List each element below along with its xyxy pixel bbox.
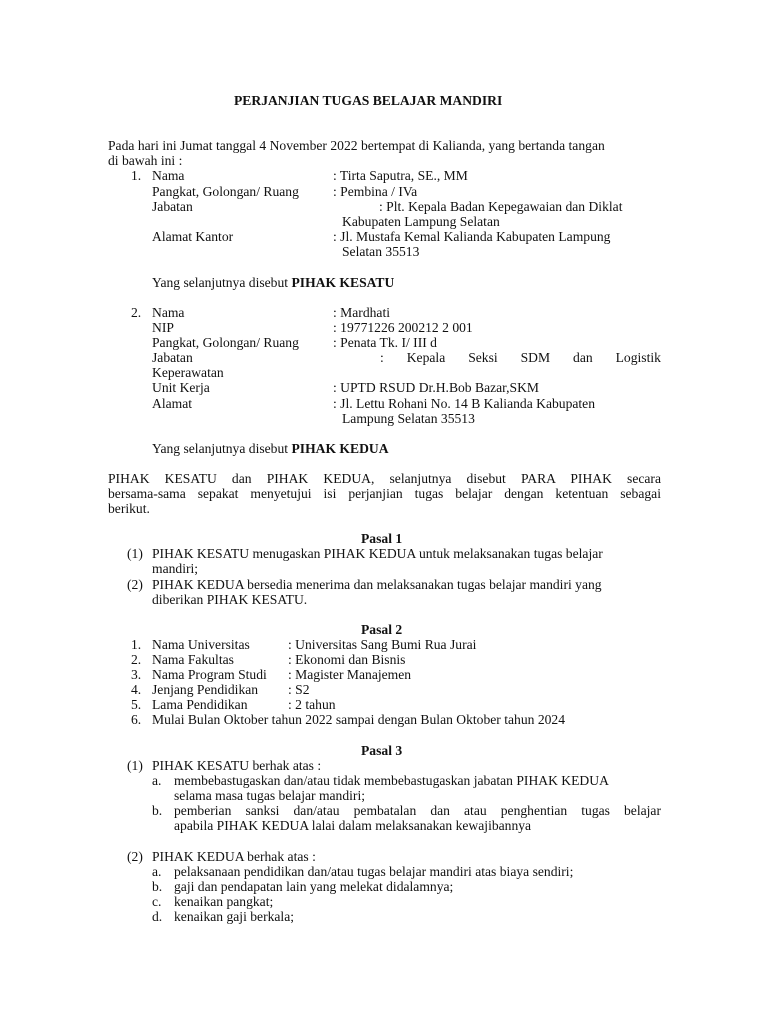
- party1-number: 1.: [131, 168, 142, 183]
- pasal3-sec1-item-line: apabila PIHAK KEDUA lalai dalam melaksanakan kewajibannya: [174, 818, 532, 833]
- party1-alamat-value-2: Selatan 35513: [342, 244, 420, 259]
- pasal3-sec2-item-line: kenaikan pangkat;: [174, 894, 274, 909]
- party1-jabatan-value-2: Kabupaten Lampung Selatan: [342, 214, 500, 229]
- pasal1-item-line: PIHAK KEDUA bersedia menerima dan melaksanakan tugas belajar mandiri yang: [152, 577, 602, 592]
- pasal2-item-number: 6.: [131, 712, 142, 727]
- pasal2-item-number: 1.: [131, 637, 142, 652]
- pasal2-item-number: 5.: [131, 697, 142, 712]
- party2-nip-label: NIP: [152, 320, 174, 335]
- para-pihak-line-3: berikut.: [108, 501, 150, 516]
- pasal2-item-value: : S2: [288, 682, 310, 697]
- party2-jabatan-part: SDM: [520, 350, 551, 365]
- pasal2-item-number: 2.: [131, 652, 142, 667]
- party1-pangkat-value: : Pembina / IVa: [333, 184, 418, 199]
- pasal1-item-number: (2): [127, 577, 143, 592]
- para-pihak-line-1: PIHAK KESATU dan PIHAK KEDUA, selanjutnya disebut PARA PIHAK secara: [108, 471, 661, 486]
- pasal2-item-value: : Ekonomi dan Bisnis: [288, 652, 406, 667]
- pasal3-sec2-item-line: pelaksanaan pendidikan dan/atau tugas belajar mandiri atas biaya sendiri;: [174, 864, 574, 879]
- party1-alamat-label: Alamat Kantor: [152, 229, 234, 244]
- pasal-1-heading: Pasal 1: [361, 531, 403, 546]
- pasal3-sec2-letter: c.: [152, 894, 162, 909]
- pasal2-item-label: Mulai Bulan Oktober tahun 2022 sampai dengan Bulan Oktober tahun 2024: [152, 712, 566, 727]
- pasal3-sec2-item-line: kenaikan gaji berkala;: [174, 909, 295, 924]
- party2-nama-value: : Mardhati: [333, 305, 391, 320]
- party2-pangkat-label: Pangkat, Golongan/ Ruang: [152, 335, 299, 350]
- party2-jabatan-part: :: [380, 350, 384, 365]
- party1-jabatan-value-1: : Plt. Kepala Badan Kepegawaian dan Diklat: [379, 199, 623, 214]
- pasal1-item-line: mandiri;: [152, 561, 199, 576]
- pasal1-item-line: diberikan PIHAK KESATU.: [152, 592, 308, 607]
- pasal2-item-number: 4.: [131, 682, 142, 697]
- pasal3-sec2-number: (2): [127, 849, 143, 864]
- pasal2-item-label: Jenjang Pendidikan: [152, 682, 259, 697]
- pasal3-sec2-letter: b.: [152, 879, 163, 894]
- party1-nama-label: Nama: [152, 168, 185, 183]
- pasal2-item-value: : Magister Manajemen: [288, 667, 412, 682]
- pasal2-item-label: Nama Universitas: [152, 637, 250, 652]
- pasal3-sec2-item-line: gaji dan pendapatan lain yang melekat didalamnya;: [174, 879, 454, 894]
- party2-pangkat-value: : Penata Tk. I/ III d: [333, 335, 437, 350]
- party2-unit-value: : UPTD RSUD Dr.H.Bob Bazar,SKM: [333, 380, 540, 395]
- party1-referred-prefix: Yang selanjutnya disebut: [152, 275, 292, 290]
- pasal3-sec1-number: (1): [127, 758, 143, 773]
- party1-referred-name: PIHAK KESATU: [291, 275, 395, 290]
- pasal2-item-number: 3.: [131, 667, 142, 682]
- party2-alamat-value-1: : Jl. Lettu Rohani No. 14 B Kalianda Kabupaten: [333, 396, 596, 411]
- pasal3-sec1-item-line: pemberian sanksi dan/atau pembatalan dan atau penghentian tugas belajar: [174, 803, 661, 818]
- party1-nama-value: : Tirta Saputra, SE., MM: [333, 168, 468, 183]
- party2-jabatan-part: Kepala: [406, 350, 446, 365]
- intro-line-1: Pada hari ini Jumat tanggal 4 November 2022 bertempat di Kalianda, yang bertanda tangan: [108, 138, 605, 153]
- party1-pangkat-label: Pangkat, Golongan/ Ruang: [152, 184, 299, 199]
- party2-jabatan-value-2: Keperawatan: [152, 365, 224, 380]
- party2-referred: [152, 441, 389, 456]
- para-pihak-line-2: bersama-sama sepakat menyetujui isi perjanjian tugas belajar dengan ketentuan sebagai: [108, 486, 661, 501]
- pasal-2-heading: Pasal 2: [361, 622, 403, 637]
- pasal3-sec2-letter: d.: [152, 909, 163, 924]
- pasal3-sec1-text: PIHAK KESATU berhak atas :: [152, 758, 322, 773]
- party1-referred: [152, 275, 394, 290]
- party2-alamat-label: Alamat: [152, 396, 193, 411]
- party2-number: 2.: [131, 305, 142, 320]
- pasal3-sec1-letter: a.: [152, 773, 162, 788]
- pasal1-item-line: PIHAK KESATU menugaskan PIHAK KEDUA untuk melaksanakan tugas belajar: [152, 546, 603, 561]
- party2-jabatan-part: Seksi: [468, 350, 498, 365]
- pasal3-sec1-item-line: membebastugaskan dan/atau tidak membebastugaskan jabatan PIHAK KEDUA: [174, 773, 609, 788]
- party1-jabatan-label: Jabatan: [152, 199, 193, 214]
- party2-jabatan-label: Jabatan: [152, 350, 193, 365]
- party2-referred-name: PIHAK KEDUA: [291, 441, 389, 456]
- pasal2-item-value: : 2 tahun: [288, 697, 336, 712]
- pasal2-item-value: : Universitas Sang Bumi Rua Jurai: [288, 637, 477, 652]
- intro-line-2: di bawah ini :: [108, 153, 183, 168]
- pasal3-sec1-letter: b.: [152, 803, 163, 818]
- pasal2-item-label: Lama Pendidikan: [152, 697, 248, 712]
- pasal2-item-label: Nama Program Studi: [152, 667, 267, 682]
- party1-alamat-value-1: : Jl. Mustafa Kemal Kalianda Kabupaten Lampung: [333, 229, 611, 244]
- pasal2-item-label: Nama Fakultas: [152, 652, 234, 667]
- pasal3-sec2-text: PIHAK KEDUA berhak atas :: [152, 849, 316, 864]
- party2-jabatan-part: Logistik: [615, 350, 661, 365]
- party2-unit-label: Unit Kerja: [152, 380, 210, 395]
- party2-nip-value: : 19771226 200212 2 001: [333, 320, 473, 335]
- party2-jabatan-part: dan: [573, 350, 593, 365]
- party2-jabatan-value-1: [380, 350, 661, 365]
- party2-referred-prefix: Yang selanjutnya disebut: [152, 441, 292, 456]
- document-title: PERJANJIAN TUGAS BELAJAR MANDIRI: [234, 93, 503, 108]
- party2-alamat-value-2: Lampung Selatan 35513: [342, 411, 475, 426]
- party2-nama-label: Nama: [152, 305, 185, 320]
- pasal-3-heading: Pasal 3: [361, 743, 403, 758]
- pasal3-sec2-letter: a.: [152, 864, 162, 879]
- pasal1-item-number: (1): [127, 546, 143, 561]
- pasal3-sec1-item-line: selama masa tugas belajar mandiri;: [174, 788, 365, 803]
